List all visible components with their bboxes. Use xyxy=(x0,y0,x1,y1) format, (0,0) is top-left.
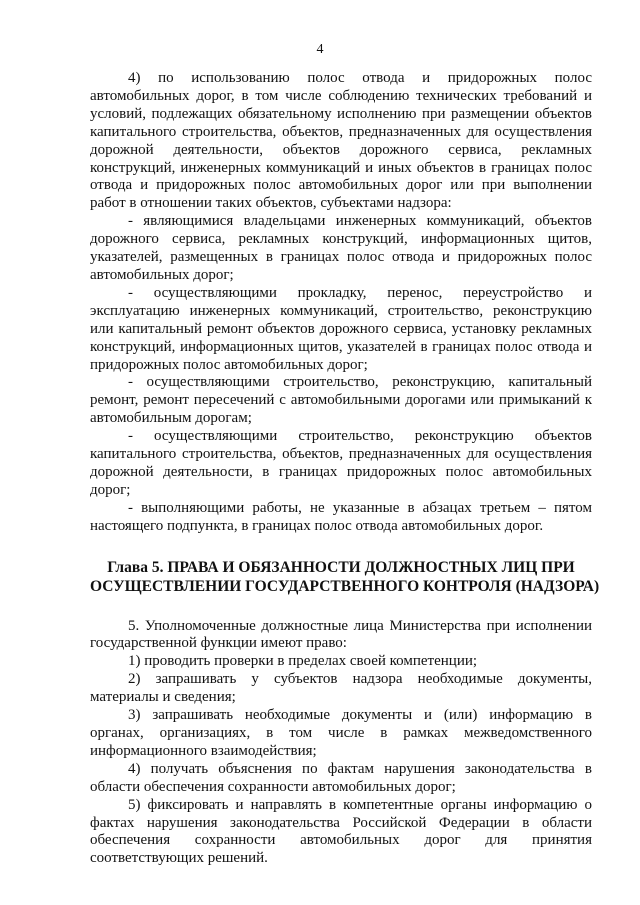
paragraph-5: 5. Уполномоченные должностные лица Министерства при исполнении государственной функции имеют право: xyxy=(90,617,592,652)
chapter5-heading-line2: ОСУЩЕСТВЛЕНИИ ГОСУДАРСТВЕННОГО КОНТРОЛЯ (НАДЗОРА) xyxy=(90,577,600,595)
right-1: 1) проводить проверки в пределах своей компетенции; xyxy=(128,653,478,670)
section4-intro: 4) по использованию полос отвода и придорожных полос автомобильных дорог, в том числе соблюдению технических требований и условий, подлежащих обязательному исполнению при размещении объектов капитального строительства, объектов, предназначенных для осуществления дорожной деятельности, объектов дорожного сервиса, рекламных конструкций, инженерных коммуникаций и иных объектов в границах полос отвода и придорожных полос автомобильных дорог или при выполнении работ в отношении таких объектов, субъектами надзора: xyxy=(90,70,592,212)
document-body xyxy=(90,70,600,868)
section4-item-crossings: - осуществляющими строительство, реконструкцию, капитальный ремонт, ремонт пересечений с автомобильными дорогами или примыканий к автомобильным дорогам; xyxy=(90,374,592,427)
section4-item-owners: - являющимися владельцами инженерных коммуникаций, объектов дорожного сервиса, рекламных конструкций, информационных щитов, указателей, размещенных в границах полос отвода и придорожных полос автомобильных дорог; xyxy=(90,213,592,283)
right-5: 5) фиксировать и направлять в компетентные органы информацию о фактах нарушения законодательства Российской Федерации в области обеспечения сохранности автомобильных дорог для принятия соответствующих решений. xyxy=(90,796,592,867)
chapter5-heading xyxy=(90,558,600,596)
section4-item-laying: - осуществляющими прокладку, перенос, переустройство и эксплуатацию инженерных коммуникаций, строительство, реконструкцию или капитальный ремонт объектов дорожного сервиса, установку рекламных конструкций, информационных щитов, указателей в границах полос отвода и придорожных полос автомобильных дорог; xyxy=(90,284,592,373)
right-3: 3) запрашивать необходимые документы и (или) информацию в органах, организациях, в том числе в рамках межведомственного информационного взаимодействия; xyxy=(90,707,592,759)
section4-item-other-works: - выполняющими работы, не указанные в абзацах третьем – пятом настоящего подпункта, в границах полос отвода автомобильных дорог. xyxy=(90,499,592,534)
page-number: 4 xyxy=(316,42,324,57)
section4-item-construction: - осуществляющими строительство, реконструкцию объектов капитального строительства, объектов, предназначенных для осуществления дорожной деятельности, в границах придорожных полос автомобильных дорог; xyxy=(90,428,592,498)
right-2: 2) запрашивать у субъектов надзора необходимые документы, материалы и сведения; xyxy=(90,671,592,706)
chapter5-heading-line1: Глава 5. ПРАВА И ОБЯЗАННОСТИ ДОЛЖНОСТНЫХ ЛИЦ ПРИ xyxy=(107,558,575,576)
right-4: 4) получать объяснения по фактам нарушения законодательства в области обеспечения сохранности автомобильных дорог; xyxy=(90,760,592,795)
